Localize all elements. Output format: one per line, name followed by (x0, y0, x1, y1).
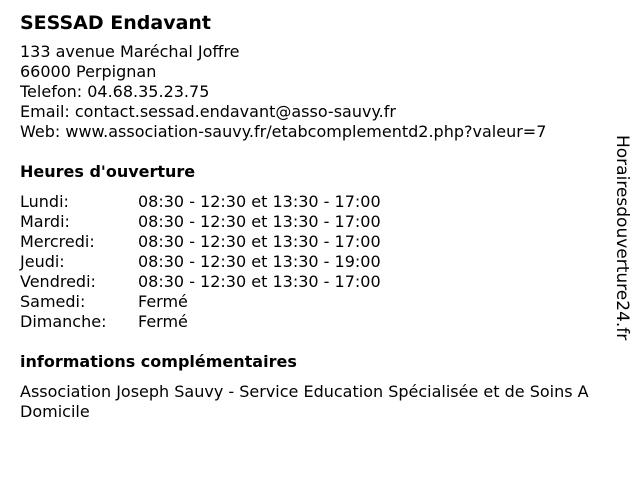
day-hours: 08:30 - 12:30 et 13:30 - 17:00 (138, 272, 381, 291)
hours-row-monday (20, 192, 620, 212)
day-hours: 08:30 - 12:30 et 13:30 - 17:00 (138, 192, 381, 211)
address-line-1: 133 avenue Maréchal Joffre (20, 42, 240, 61)
hours-row-saturday (20, 292, 620, 312)
day-hours: 08:30 - 12:30 et 13:30 - 17:00 (138, 212, 381, 231)
day-label: Mercredi: (20, 232, 95, 251)
hours-row-wednesday (20, 232, 620, 252)
extra-info-text: Association Joseph Sauvy - Service Education Spécialisée et de Soins A Domicile (20, 382, 589, 421)
day-label: Mardi: (20, 212, 70, 231)
day-label: Jeudi: (20, 252, 65, 271)
day-label: Samedi: (20, 292, 86, 311)
hours-row-tuesday (20, 212, 620, 232)
hours-row-friday (20, 272, 620, 292)
web-line: Web: www.association-sauvy.fr/etabcomplementd2.php?valeur=7 (20, 122, 547, 141)
phone-line: Telefon: 04.68.35.23.75 (20, 82, 210, 101)
day-label: Dimanche: (20, 312, 107, 331)
side-brand-text: Horairesdouverture24.fr (612, 135, 632, 341)
day-label: Vendredi: (20, 272, 96, 291)
email-line: Email: contact.sessad.endavant@asso-sauvy.fr (20, 102, 396, 121)
hours-table (20, 192, 620, 332)
hours-row-sunday (20, 312, 620, 332)
business-name: SESSAD Endavant (20, 12, 212, 34)
hours-heading: Heures d'ouverture (20, 162, 196, 181)
hours-row-thursday (20, 252, 620, 272)
day-label: Lundi: (20, 192, 69, 211)
address-line-2: 66000 Perpignan (20, 62, 157, 81)
business-card (20, 10, 620, 422)
extra-info-heading: informations complémentaires (20, 352, 297, 371)
day-hours: 08:30 - 12:30 et 13:30 - 17:00 (138, 232, 381, 251)
day-hours: 08:30 - 12:30 et 13:30 - 19:00 (138, 252, 381, 271)
day-hours: Fermé (138, 292, 188, 311)
day-hours: Fermé (138, 312, 188, 331)
